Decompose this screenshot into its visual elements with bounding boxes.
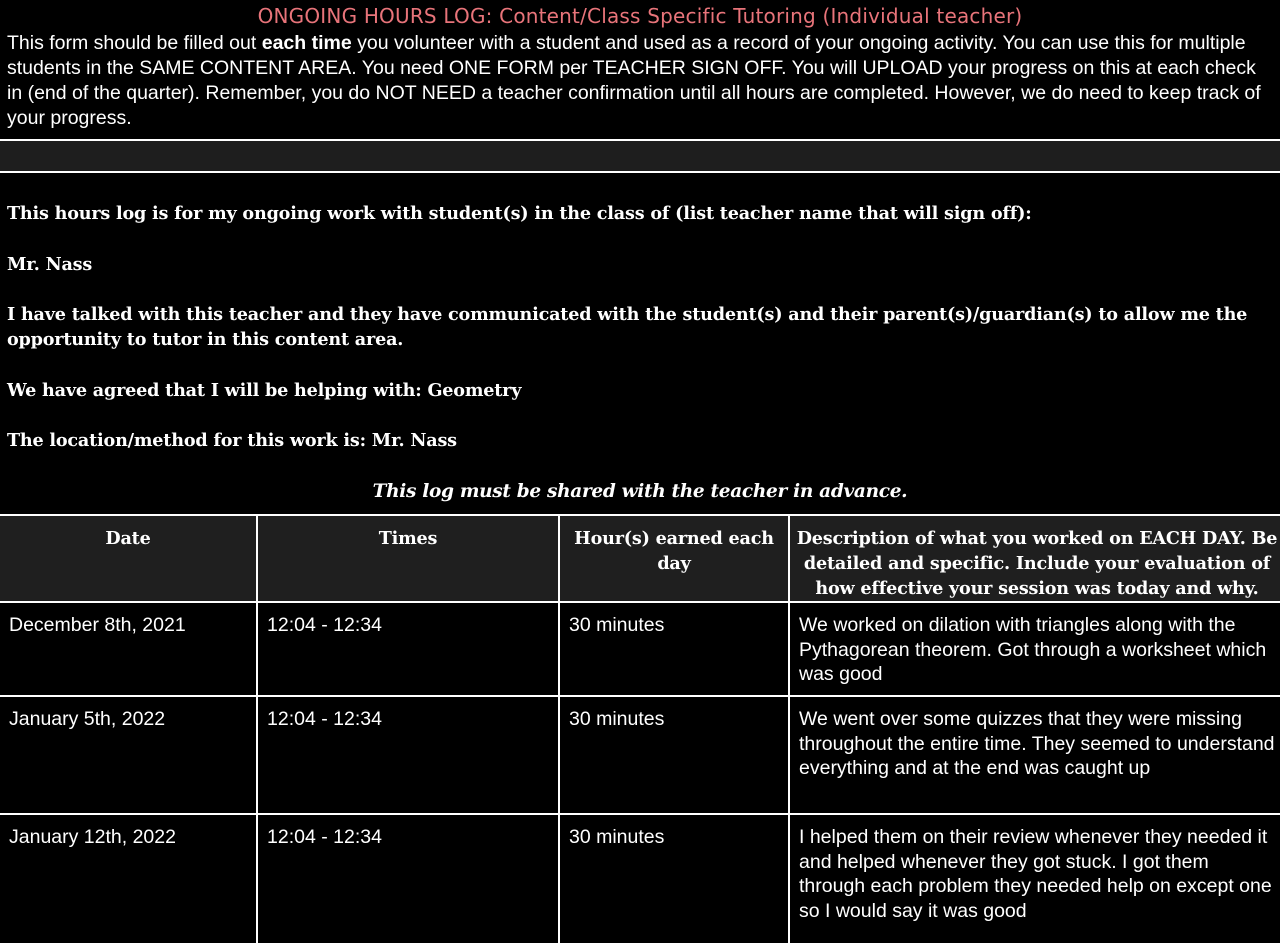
cell-description[interactable]: I helped them on their review whenever they needed it and helped whenever they got stuck. I got them through each problem they needed help on except one so I would say it was good	[789, 814, 1280, 944]
header-hours: Hour(s) earned each day	[559, 515, 789, 602]
cell-times[interactable]: 12:04 - 12:34	[257, 696, 559, 814]
header-times: Times	[257, 515, 559, 602]
intro-text-start: This form should be filled out	[7, 32, 262, 54]
cell-hours[interactable]: 30 minutes	[559, 602, 789, 696]
cell-hours[interactable]: 30 minutes	[559, 696, 789, 814]
intro-paragraph	[0, 31, 1280, 131]
header-date: Date	[0, 515, 257, 602]
intro-emphasis: each time	[261, 32, 352, 54]
table-row	[0, 814, 1280, 944]
location-method-field: The location/method for this work is: Mr. Nass	[7, 430, 457, 451]
cell-description[interactable]: We went over some quizzes that they were missing throughout the entire time. They seemed to understand everything and at the end was caught up	[789, 696, 1280, 814]
section-divider-band	[0, 139, 1280, 173]
cell-date[interactable]: January 12th, 2022	[0, 814, 257, 944]
page-title: ONGOING HOURS LOG: Content/Class Specific Tutoring (Individual teacher)	[257, 4, 1023, 28]
header-description: Description of what you worked on EACH DAY. Be detailed and specific. Include your evaluation of how effective your session was today and why.	[789, 515, 1280, 602]
intro-text-end: you volunteer with a student and used as a record of your ongoing activity. You can use this for multiple students in the SAME CONTENT AREA. You need ONE FORM per TEACHER SIGN OFF. You will UPLOAD your progress on this at each check in (end of the quarter). Remember, you do NOT NEED a teacher confirmation until all hours are completed. However, we do need to keep track of your progress.	[7, 32, 1261, 129]
agreement-statement: I have talked with this teacher and they have communicated with the student(s) and their parent(s)/guardian(s) to allow me the opportunity to tutor in this content area.	[7, 304, 1248, 350]
cell-times[interactable]: 12:04 - 12:34	[257, 814, 559, 944]
cell-date[interactable]: December 8th, 2021	[0, 602, 257, 696]
cell-hours[interactable]: 30 minutes	[559, 814, 789, 944]
hours-log-table	[0, 514, 1280, 945]
cell-date[interactable]: January 5th, 2022	[0, 696, 257, 814]
share-note: This log must be shared with the teacher in advance.	[372, 481, 908, 502]
teacher-prompt: This hours log is for my ongoing work with student(s) in the class of (list teacher name that will sign off):	[7, 203, 1032, 224]
cell-times[interactable]: 12:04 - 12:34	[257, 602, 559, 696]
table-row	[0, 602, 1280, 696]
teacher-name: Mr. Nass	[7, 254, 93, 275]
table-row	[0, 696, 1280, 814]
cell-description[interactable]: We worked on dilation with triangles along with the Pythagorean theorem. Got through a worksheet which was good	[789, 602, 1280, 696]
table-header-row	[0, 515, 1280, 602]
helping-with-field: We have agreed that I will be helping with: Geometry	[7, 380, 522, 401]
